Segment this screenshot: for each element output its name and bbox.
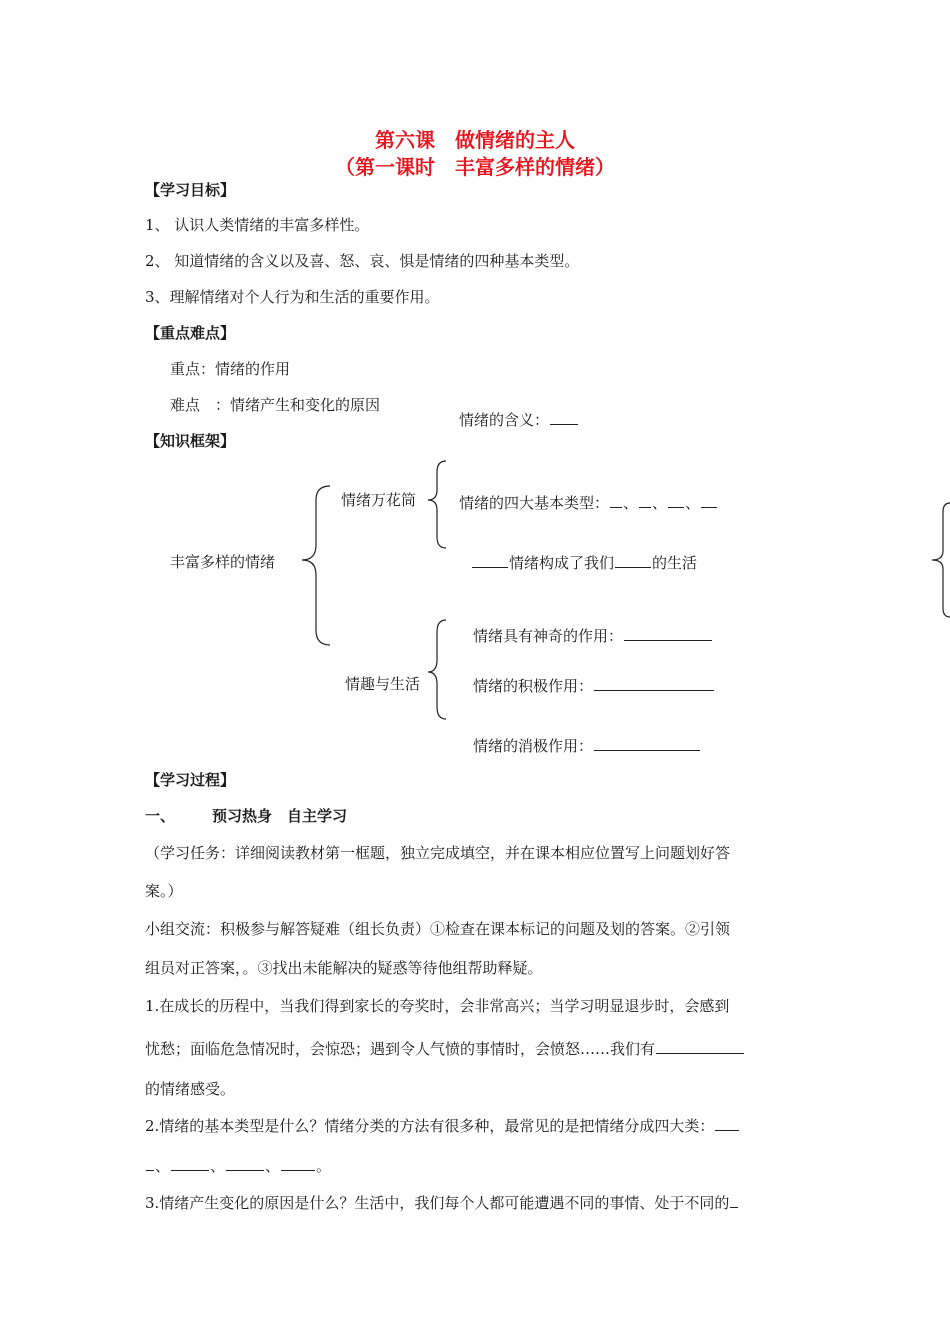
- question-1: 忧愁；面临危急情况时，会惊恐；遇到令人气愤的事情时，会愤怒……我们有: [145, 1038, 745, 1059]
- goal-item: 1、 认识人类情绪的丰富多样性。: [145, 216, 370, 234]
- blank: [730, 1206, 738, 1208]
- blank: [550, 423, 578, 425]
- framework-types: 情绪的四大基本类型： 、 、 、: [459, 492, 718, 513]
- root-brace: [302, 486, 330, 645]
- section-number: 一、: [145, 807, 176, 825]
- framework-branch2: 情趣与生活: [345, 675, 421, 693]
- blank: [615, 566, 651, 568]
- goal-item: 2、 知道情绪的含义以及喜、怒、哀、惧是情绪的四种基本类型。: [145, 252, 580, 270]
- section-title: 预习热身 自主学习: [212, 807, 348, 825]
- blank: [668, 506, 684, 508]
- framework-negative: 情绪的消极作用：: [473, 735, 701, 756]
- group-text: 组员对正答案，。③找出未能解决的疑惑等待他组帮助释疑。: [145, 959, 543, 977]
- process-heading: 【学习过程】: [145, 771, 236, 789]
- blank: [624, 639, 712, 641]
- blank: [226, 1169, 264, 1171]
- blank: [715, 1129, 739, 1131]
- framework-root: 丰富多样的情绪: [170, 553, 276, 571]
- branch2-brace: [428, 620, 446, 719]
- branch1-brace: [428, 461, 446, 548]
- blank: [472, 566, 508, 568]
- framework-heading: 【知识框架】: [145, 432, 236, 450]
- task-text: 案。）: [145, 882, 183, 900]
- blank: [281, 1169, 315, 1171]
- difficulty-point: 难点 ：情绪产生和变化的原因: [170, 396, 381, 414]
- keypoints-heading: 【重点难点】: [145, 324, 236, 342]
- goal-item: 3、理解情绪对个人行为和生活的重要作用。: [145, 288, 440, 306]
- meaning-label: 情绪的含义：: [459, 411, 550, 429]
- blank: [639, 506, 651, 508]
- blank: [701, 506, 717, 508]
- blank: [146, 1169, 154, 1171]
- edge-brace: [932, 503, 950, 617]
- framework-meaning: [459, 409, 579, 430]
- framework-constitute: 情绪构成了我们 的生活: [471, 552, 697, 573]
- question-1: 的情绪感受。: [145, 1080, 236, 1098]
- types-label: 情绪的四大基本类型：: [459, 494, 610, 512]
- framework-branch1: 情绪万花筒: [341, 491, 417, 509]
- blank: [594, 749, 700, 751]
- question-1: 1.在成长的历程中，当我们得到家长的夸奖时，会非常高兴；当学习明显退步时，会感到: [145, 997, 730, 1015]
- blank: [656, 1052, 744, 1054]
- question-2: 2.情绪的基本类型是什么？情绪分类的方法有很多种，最常见的是把情绪分成四大类：: [145, 1115, 740, 1136]
- task-text: （学习任务：详细阅读教材第一框题，独立完成填空，并在课本相应位置写上问题划好答: [145, 844, 731, 862]
- key-point: 重点：情绪的作用: [170, 360, 291, 378]
- blank: [594, 689, 714, 691]
- framework-magic: 情绪具有神奇的作用：: [473, 625, 713, 646]
- goals-heading: 【学习目标】: [145, 181, 236, 199]
- blank: [171, 1169, 209, 1171]
- blank: [610, 506, 622, 508]
- page-subtitle: （第一课时 丰富多样的情绪）: [335, 155, 615, 179]
- question-3: 3.情绪产生变化的原因是什么？生活中，我们每个人都可能遭遇不同的事情、处于不同的: [145, 1192, 739, 1213]
- question-2: 、 、 、 。: [145, 1155, 331, 1176]
- page-title: 第六课 做情绪的主人: [375, 128, 575, 152]
- framework-positive: 情绪的积极作用：: [473, 675, 715, 696]
- group-text: 小组交流：积极参与解答疑难（组长负责）①检查在课本标记的问题及划的答案。②引领: [145, 920, 731, 938]
